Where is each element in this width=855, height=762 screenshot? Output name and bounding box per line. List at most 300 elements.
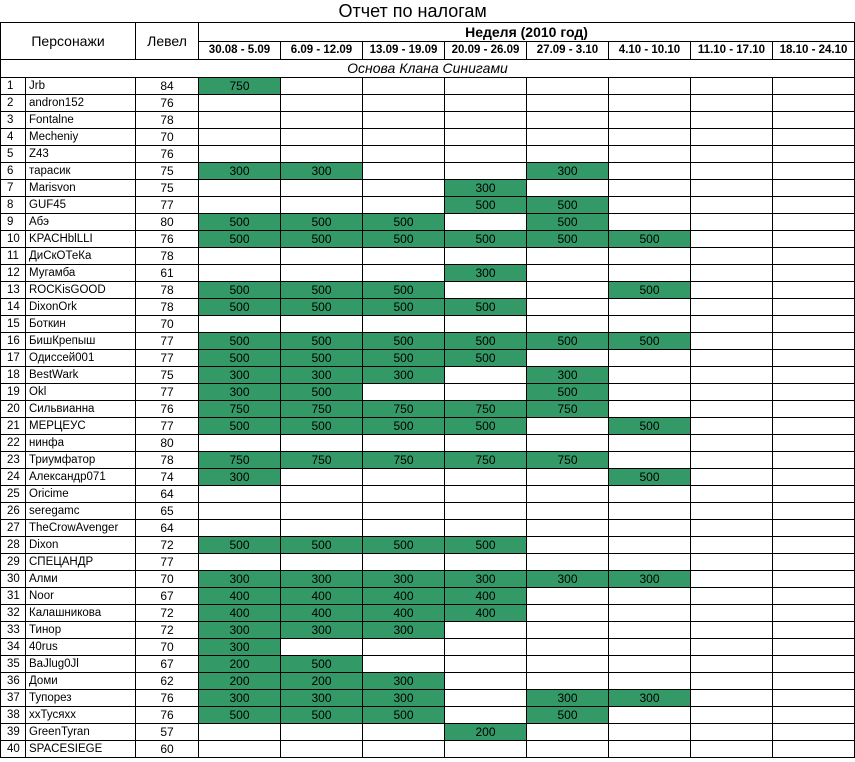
tax-cell: [773, 180, 855, 197]
tax-cell: 750: [199, 401, 281, 418]
tax-cell: [527, 639, 609, 656]
tax-cell: [527, 129, 609, 146]
tax-cell: 300: [199, 622, 281, 639]
tax-cell: [609, 503, 691, 520]
tax-cell: [199, 265, 281, 282]
tax-cell: 500: [609, 469, 691, 486]
header-week-date: 18.10 - 24.10: [773, 42, 855, 60]
tax-cell: [199, 112, 281, 129]
tax-cell: [773, 571, 855, 588]
tax-cell: [527, 282, 609, 299]
clan-title: Основа Клана Синигами: [1, 60, 855, 78]
character-level: 77: [136, 384, 199, 401]
table-row: [1, 673, 855, 690]
tax-cell: [773, 486, 855, 503]
tax-cell: [609, 707, 691, 724]
tax-cell: [445, 554, 527, 571]
tax-cell: [609, 656, 691, 673]
tax-cell: [609, 350, 691, 367]
tax-cell: [691, 265, 773, 282]
table-row: [1, 214, 855, 231]
tax-cell: [691, 469, 773, 486]
tax-cell: [609, 435, 691, 452]
table-row: [1, 418, 855, 435]
table-row: [1, 435, 855, 452]
tax-cell: [527, 78, 609, 95]
tax-cell: [609, 78, 691, 95]
tax-cell: [199, 554, 281, 571]
tax-cell: [691, 452, 773, 469]
header-week-date: 11.10 - 17.10: [691, 42, 773, 60]
tax-cell: [691, 129, 773, 146]
table-row: [1, 639, 855, 656]
tax-cell: [609, 197, 691, 214]
character-level: 61: [136, 265, 199, 282]
character-name: Z43: [26, 146, 136, 163]
tax-cell: [773, 214, 855, 231]
tax-cell: 750: [527, 401, 609, 418]
character-level: 72: [136, 537, 199, 554]
character-level: 76: [136, 95, 199, 112]
character-level: 76: [136, 401, 199, 418]
tax-cell: [445, 435, 527, 452]
tax-cell: [691, 316, 773, 333]
tax-cell: [773, 384, 855, 401]
tax-cell: [773, 741, 855, 758]
row-number: 39: [1, 724, 26, 741]
tax-cell: [363, 248, 445, 265]
tax-cell: [445, 486, 527, 503]
tax-cell: 200: [199, 673, 281, 690]
tax-cell: [609, 554, 691, 571]
row-number: 3: [1, 112, 26, 129]
tax-cell: [281, 435, 363, 452]
tax-cell: 500: [363, 418, 445, 435]
tax-cell: [691, 180, 773, 197]
tax-cell: [199, 129, 281, 146]
tax-cell: [281, 520, 363, 537]
tax-cell: [199, 316, 281, 333]
tax-cell: 500: [445, 299, 527, 316]
character-level: 57: [136, 724, 199, 741]
tax-cell: 200: [281, 673, 363, 690]
tax-cell: [281, 248, 363, 265]
tax-cell: [609, 248, 691, 265]
table-row: [1, 333, 855, 350]
header-level: Левел: [136, 23, 199, 60]
character-level: 78: [136, 452, 199, 469]
character-name: МЕРЦЕУС: [26, 418, 136, 435]
tax-cell: [691, 299, 773, 316]
tax-cell: [609, 486, 691, 503]
tax-cell: [527, 588, 609, 605]
character-name: Тупорез: [26, 690, 136, 707]
tax-cell: [691, 605, 773, 622]
tax-cell: [527, 622, 609, 639]
header-row-week: [1, 23, 855, 42]
tax-cell: 500: [445, 350, 527, 367]
character-level: 76: [136, 231, 199, 248]
tax-cell: [281, 180, 363, 197]
tax-cell: [281, 741, 363, 758]
tax-cell: 500: [527, 231, 609, 248]
tax-cell: [527, 520, 609, 537]
tax-cell: [609, 520, 691, 537]
tax-cell: [773, 163, 855, 180]
tax-cell: [609, 588, 691, 605]
character-name: Dixon: [26, 537, 136, 554]
tax-cell: 400: [281, 588, 363, 605]
tax-cell: [609, 622, 691, 639]
tax-cell: 500: [363, 350, 445, 367]
table-row: [1, 605, 855, 622]
table-row: [1, 180, 855, 197]
tax-cell: [281, 724, 363, 741]
tax-cell: [363, 384, 445, 401]
row-number: 25: [1, 486, 26, 503]
tax-cell: [773, 299, 855, 316]
table-row: [1, 741, 855, 758]
row-number: 14: [1, 299, 26, 316]
character-name: Калашникова: [26, 605, 136, 622]
row-number: 18: [1, 367, 26, 384]
row-number: 4: [1, 129, 26, 146]
table-row: [1, 656, 855, 673]
tax-cell: [527, 180, 609, 197]
row-number: 37: [1, 690, 26, 707]
tax-cell: [363, 520, 445, 537]
character-level: 70: [136, 129, 199, 146]
tax-cell: [445, 656, 527, 673]
tax-cell: [691, 333, 773, 350]
table-row: [1, 350, 855, 367]
tax-cell: [445, 146, 527, 163]
tax-cell: [773, 78, 855, 95]
tax-cell: [609, 214, 691, 231]
row-number: 9: [1, 214, 26, 231]
row-number: 34: [1, 639, 26, 656]
tax-cell: [691, 639, 773, 656]
character-name: BestWark: [26, 367, 136, 384]
table-row: [1, 588, 855, 605]
tax-cell: 300: [199, 163, 281, 180]
tax-cell: [363, 129, 445, 146]
tax-cell: [527, 350, 609, 367]
tax-cell: 500: [281, 282, 363, 299]
tax-cell: [363, 724, 445, 741]
tax-cell: [445, 384, 527, 401]
tax-cell: [609, 129, 691, 146]
tax-cell: [773, 231, 855, 248]
tax-cell: [527, 537, 609, 554]
tax-cell: [609, 299, 691, 316]
tax-cell: [281, 503, 363, 520]
tax-cell: [281, 265, 363, 282]
table-row: [1, 452, 855, 469]
character-level: 65: [136, 503, 199, 520]
tax-cell: 500: [199, 282, 281, 299]
tax-cell: 300: [281, 163, 363, 180]
character-level: 77: [136, 197, 199, 214]
tax-cell: [691, 503, 773, 520]
character-level: 80: [136, 435, 199, 452]
tax-cell: [527, 248, 609, 265]
character-level: 75: [136, 180, 199, 197]
table-row: [1, 622, 855, 639]
tax-cell: 500: [363, 214, 445, 231]
table-row: [1, 384, 855, 401]
table-row: [1, 554, 855, 571]
tax-cell: 500: [281, 384, 363, 401]
row-number: 20: [1, 401, 26, 418]
tax-cell: 500: [281, 537, 363, 554]
tax-cell: [609, 180, 691, 197]
tax-cell: 750: [281, 401, 363, 418]
tax-cell: [691, 95, 773, 112]
tax-cell: 400: [363, 588, 445, 605]
tax-cell: 400: [445, 605, 527, 622]
tax-cell: [609, 112, 691, 129]
tax-cell: [199, 146, 281, 163]
tax-cell: 500: [445, 333, 527, 350]
character-name: Мугамба: [26, 265, 136, 282]
character-level: 64: [136, 520, 199, 537]
tax-cell: [445, 639, 527, 656]
tax-cell: 300: [199, 639, 281, 656]
tax-cell: 300: [199, 384, 281, 401]
tax-cell: [773, 95, 855, 112]
tax-cell: [691, 537, 773, 554]
tax-cell: [691, 622, 773, 639]
character-level: 70: [136, 639, 199, 656]
character-level: 78: [136, 112, 199, 129]
tax-cell: 500: [281, 333, 363, 350]
tax-cell: 300: [199, 469, 281, 486]
tax-cell: 500: [281, 350, 363, 367]
tax-cell: [281, 486, 363, 503]
character-name: Noor: [26, 588, 136, 605]
tax-cell: [773, 673, 855, 690]
tax-cell: [199, 180, 281, 197]
character-level: 67: [136, 656, 199, 673]
tax-cell: [199, 520, 281, 537]
tax-cell: 500: [527, 333, 609, 350]
tax-cell: 500: [281, 418, 363, 435]
row-number: 40: [1, 741, 26, 758]
row-number: 30: [1, 571, 26, 588]
tax-cell: [691, 248, 773, 265]
row-number: 24: [1, 469, 26, 486]
tax-cell: [773, 605, 855, 622]
tax-cell: [691, 571, 773, 588]
tax-cell: [691, 384, 773, 401]
tax-cell: [691, 78, 773, 95]
table-row: [1, 265, 855, 282]
tax-cell: 750: [363, 452, 445, 469]
row-number: 23: [1, 452, 26, 469]
row-number: 32: [1, 605, 26, 622]
tax-cell: [773, 197, 855, 214]
tax-cell: [445, 112, 527, 129]
character-name: Доми: [26, 673, 136, 690]
tax-cell: 500: [363, 282, 445, 299]
row-number: 28: [1, 537, 26, 554]
table-row: [1, 163, 855, 180]
header-week-date: 13.09 - 19.09: [363, 42, 445, 60]
tax-cell: [609, 741, 691, 758]
tax-cell: [527, 724, 609, 741]
tax-cell: [363, 197, 445, 214]
tax-cell: [691, 418, 773, 435]
table-row: [1, 146, 855, 163]
character-level: 75: [136, 367, 199, 384]
tax-cell: 300: [527, 163, 609, 180]
table-row: [1, 282, 855, 299]
tax-cell: [527, 112, 609, 129]
tax-cell: [527, 435, 609, 452]
tax-cell: 750: [527, 452, 609, 469]
tax-cell: [609, 367, 691, 384]
tax-cell: [199, 248, 281, 265]
tax-cell: [527, 265, 609, 282]
tax-cell: [445, 673, 527, 690]
tax-cell: [691, 690, 773, 707]
tax-cell: [773, 316, 855, 333]
table-row: [1, 571, 855, 588]
title-row: [1, 0, 855, 23]
tax-cell: [691, 282, 773, 299]
character-level: 67: [136, 588, 199, 605]
character-name: KPACHblLLI: [26, 231, 136, 248]
character-name: Jrb: [26, 78, 136, 95]
tax-cell: [773, 639, 855, 656]
character-level: 64: [136, 486, 199, 503]
row-number: 10: [1, 231, 26, 248]
tax-cell: [527, 741, 609, 758]
tax-cell: [281, 146, 363, 163]
table-row: [1, 248, 855, 265]
header-week-date: 4.10 - 10.10: [609, 42, 691, 60]
header-week: Неделя (2010 год): [199, 23, 855, 42]
tax-cell: [363, 95, 445, 112]
tax-cell: [691, 724, 773, 741]
tax-cell: [527, 554, 609, 571]
tax-cell: 500: [281, 707, 363, 724]
tax-cell: [773, 282, 855, 299]
tax-cell: 400: [199, 605, 281, 622]
tax-cell: 500: [609, 418, 691, 435]
tax-cell: [691, 163, 773, 180]
tax-cell: 200: [199, 656, 281, 673]
tax-cell: [773, 503, 855, 520]
tax-cell: 750: [199, 78, 281, 95]
tax-cell: [363, 554, 445, 571]
row-number: 7: [1, 180, 26, 197]
character-level: 74: [136, 469, 199, 486]
tax-cell: 300: [527, 690, 609, 707]
table-row: [1, 503, 855, 520]
tax-cell: 500: [527, 214, 609, 231]
tax-cell: [445, 316, 527, 333]
row-number: 1: [1, 78, 26, 95]
tax-cell: [199, 724, 281, 741]
clan-row: [1, 60, 855, 78]
tax-cell: 300: [363, 571, 445, 588]
tax-cell: [445, 129, 527, 146]
character-level: 77: [136, 350, 199, 367]
row-number: 27: [1, 520, 26, 537]
header-week-date: 20.09 - 26.09: [445, 42, 527, 60]
row-number: 31: [1, 588, 26, 605]
tax-cell: [609, 605, 691, 622]
tax-cell: 400: [281, 605, 363, 622]
table-row: [1, 316, 855, 333]
tax-cell: [773, 248, 855, 265]
tax-cell: [445, 707, 527, 724]
character-level: 78: [136, 299, 199, 316]
tax-cell: 750: [445, 401, 527, 418]
character-name: Fontalne: [26, 112, 136, 129]
header-week-date: 6.09 - 12.09: [281, 42, 363, 60]
tax-cell: [199, 435, 281, 452]
tax-cell: [527, 605, 609, 622]
tax-cell: [527, 299, 609, 316]
tax-cell: [527, 316, 609, 333]
tax-cell: [691, 588, 773, 605]
tax-cell: [609, 146, 691, 163]
row-number: 2: [1, 95, 26, 112]
tax-cell: [773, 622, 855, 639]
tax-cell: [773, 112, 855, 129]
tax-cell: [773, 401, 855, 418]
tax-cell: [773, 333, 855, 350]
tax-cell: 500: [527, 707, 609, 724]
tax-cell: [281, 197, 363, 214]
character-name: Триумфатор: [26, 452, 136, 469]
tax-cell: [527, 656, 609, 673]
character-name: Тинор: [26, 622, 136, 639]
tax-cell: [691, 554, 773, 571]
tax-cell: [527, 146, 609, 163]
tax-cell: [773, 707, 855, 724]
tax-cell: 300: [363, 690, 445, 707]
tax-cell: [363, 78, 445, 95]
tax-cell: [691, 146, 773, 163]
tax-cell: [363, 639, 445, 656]
character-level: 78: [136, 282, 199, 299]
tax-cell: 500: [363, 231, 445, 248]
character-name: SPACESIEGE: [26, 741, 136, 758]
table-row: [1, 486, 855, 503]
character-name: Marisvon: [26, 180, 136, 197]
table-row: [1, 520, 855, 537]
tax-cell: 500: [199, 333, 281, 350]
row-number: 29: [1, 554, 26, 571]
tax-cell: [773, 724, 855, 741]
tax-cell: [445, 214, 527, 231]
header-week-date: 30.08 - 5.09: [199, 42, 281, 60]
tax-cell: 500: [199, 231, 281, 248]
tax-cell: 300: [527, 367, 609, 384]
tax-cell: [691, 401, 773, 418]
row-number: 35: [1, 656, 26, 673]
tax-cell: 200: [445, 724, 527, 741]
character-name: Одиссей001: [26, 350, 136, 367]
tax-cell: [773, 418, 855, 435]
table-row: [1, 112, 855, 129]
character-level: 62: [136, 673, 199, 690]
character-name: Mecheniy: [26, 129, 136, 146]
